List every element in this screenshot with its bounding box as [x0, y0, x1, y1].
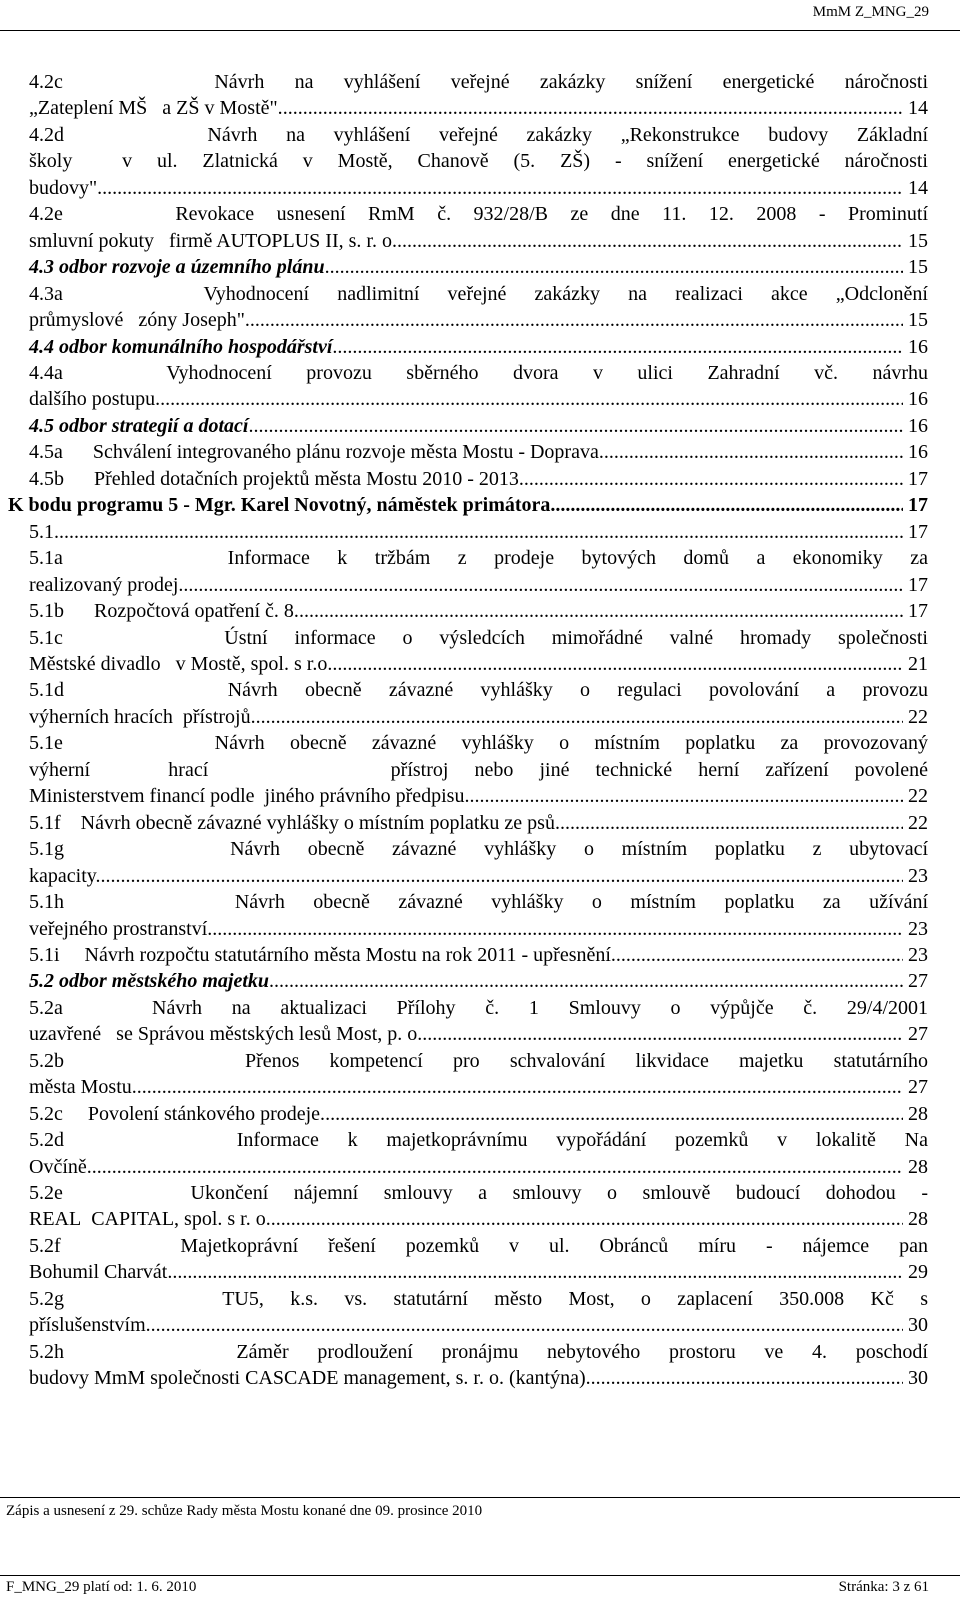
- toc-entry[interactable]: [29, 1127, 928, 1180]
- toc-dot-leader: [397, 228, 903, 254]
- toc-page-number: 22: [903, 705, 928, 728]
- toc-page-number: 30: [903, 1367, 928, 1390]
- toc-page-number: 14: [903, 97, 928, 120]
- toc-page-number: 15: [903, 256, 928, 279]
- toc-page-number: 17: [903, 494, 928, 517]
- toc-entry-line: 4.4a Vyhodnocení provozu sběrného dvora v ulici Zahradní vč. návrhu: [29, 361, 928, 384]
- toc-dot-leader: [102, 175, 903, 201]
- toc-entry-title: REAL CAPITAL, spol. s r. o.: [29, 1208, 271, 1231]
- toc-entry-line: školy v ul. Zlatnická v Mostě, Chanově (5. ZŠ) - snížení energetické náročnosti: [29, 150, 928, 173]
- toc-dot-leader: [519, 466, 903, 492]
- toc-entry[interactable]: [29, 281, 928, 334]
- toc-entry-title: 5.2c Povolení stánkového prodeje.: [29, 1102, 326, 1125]
- toc-page-number: 28: [903, 1208, 928, 1231]
- toc-entry-title: 5.1b Rozpočtová opatření č. 8.: [29, 600, 299, 623]
- footer-divider-bottom: [0, 1575, 960, 1576]
- footer-divider: [0, 1497, 960, 1498]
- toc-page-number: 30: [903, 1314, 928, 1337]
- toc-entry-title: dalšího postupu.: [29, 388, 161, 411]
- toc-entry-title: realizovaný prodej.: [29, 573, 184, 596]
- toc-entry-title: „Zateplení MŠ a ZŠ v Mostě".: [29, 97, 283, 120]
- toc-entry-title: 4.4 odbor komunálního hospodářství: [29, 335, 333, 358]
- toc-entry[interactable]: [29, 942, 928, 968]
- toc-entry[interactable]: [29, 730, 928, 809]
- toc-entry[interactable]: [29, 201, 928, 254]
- toc-page-number: 22: [903, 811, 928, 834]
- toc-entry-line: výherní hrací přístroj nebo jiné technické herní zařízení povolené: [29, 758, 928, 781]
- toc-entry-title: Bohumil Charvát.: [29, 1261, 173, 1284]
- footer-validity: F_MNG_29 platí od: 1. 6. 2010: [6, 1579, 197, 1595]
- toc-entry[interactable]: [29, 1101, 928, 1127]
- toc-page-number: 17: [903, 573, 928, 596]
- toc-page-number: 21: [903, 652, 928, 675]
- toc-entry[interactable]: [29, 413, 928, 439]
- toc-page-number: 28: [903, 1102, 928, 1125]
- toc-page-number: 23: [903, 864, 928, 887]
- toc-page-number: 23: [903, 917, 928, 940]
- footer-meeting-title: Zápis a usnesení z 29. schůze Rady města Mostu konané dne 09. prosince 2010: [6, 1503, 483, 1519]
- toc-entry-title: příslušenstvím: [29, 1314, 146, 1337]
- toc-entry-line: 5.1g Návrh obecně závazné vyhlášky o místním poplatku z ubytovací: [29, 838, 928, 861]
- footer-page-number: Stránka: 3 z 61: [838, 1579, 929, 1595]
- toc-page-number: 15: [903, 229, 928, 252]
- toc-dot-leader: [283, 95, 903, 121]
- toc-entry[interactable]: [29, 968, 928, 994]
- toc-page-number: 29: [903, 1261, 928, 1284]
- toc-dot-leader: [160, 386, 903, 412]
- toc-dot-leader: [248, 413, 903, 439]
- toc-dot-leader: [172, 1259, 903, 1285]
- toc-entry-title: 5.1f Návrh obecně závazné vyhlášky o místním poplatku ze psů.: [29, 811, 560, 834]
- toc-entry[interactable]: [29, 1233, 928, 1286]
- toc-entry-line: 5.2f Majetkoprávní řešení pozemků v ul. Obránců míru - nájemce pan: [29, 1234, 928, 1257]
- toc-entry-line: 5.1h Návrh obecně závazné vyhlášky o místním poplatku za užívání: [29, 891, 928, 914]
- toc-entry-line: 5.2e Ukončení nájemní smlouvy a smlouvy o smlouvě budoucí dohodou -: [29, 1182, 928, 1205]
- toc-dot-leader: [92, 1154, 903, 1180]
- toc-page-number: 22: [903, 785, 928, 808]
- toc-page-number: 27: [903, 1076, 928, 1099]
- toc-entry[interactable]: [29, 334, 928, 360]
- toc-dot-leader: [100, 863, 903, 889]
- toc-entry-title: 5.1i Návrh rozpočtu statutárního města Mostu na rok 2011 - upřesnění.: [29, 943, 616, 966]
- toc-entry[interactable]: [29, 1339, 928, 1392]
- toc-dot-leader: [560, 810, 903, 836]
- toc-entry[interactable]: [29, 545, 928, 598]
- toc-entry-title: 4.5 odbor strategií a dotací: [29, 414, 249, 437]
- toc-entry-title: 4.5b Přehled dotačních projektů města Mostu 2010 - 2013: [29, 467, 519, 490]
- toc-entry-title: Městské divadlo v Mostě, spol. s r.o.: [29, 652, 333, 675]
- toc-entry-line: 5.1c Ústní informace o výsledcích mimořádné valné hromady společnosti: [29, 626, 928, 649]
- toc-entry-title: veřejného prostranství.: [29, 917, 213, 940]
- toc-page-number: 17: [903, 520, 928, 543]
- toc-dot-leader: [250, 307, 903, 333]
- toc-page-number: 27: [903, 1023, 928, 1046]
- toc-entry-title: uzavřené se Správou městských lesů Most, p. o.: [29, 1023, 423, 1046]
- toc-entry-line: 5.2a Návrh na aktualizaci Přílohy č. 1 Smlouvy o výpůjče č. 29/4/2001: [29, 996, 928, 1019]
- header-divider: [0, 30, 960, 31]
- toc-entry-title: budovy".: [29, 176, 103, 199]
- toc-entry[interactable]: [29, 69, 928, 122]
- toc-entry[interactable]: [29, 1180, 928, 1233]
- toc-entry-title: 4.3 odbor rozvoje a územního plánu: [29, 256, 325, 279]
- document-code: MmM Z_MNG_29: [812, 4, 929, 20]
- toc-entry-line: 5.1d Návrh obecně závazné vyhlášky o regulaci povolování a provozu: [29, 679, 928, 702]
- toc-page-number: 16: [903, 441, 928, 464]
- toc-dot-leader: [616, 942, 903, 968]
- toc-entry-title: průmyslové zóny Joseph".: [29, 309, 250, 332]
- toc-entry-line: 5.2d Informace k majetkoprávnímu vypořádání pozemků v lokalitě Na: [29, 1129, 928, 1152]
- toc-page-number: 16: [903, 335, 928, 358]
- toc-entry[interactable]: [29, 995, 928, 1048]
- toc-entry-line: 4.2d Návrh na vyhlášení veřejné zakázky „Rekonstrukce budovy Základní: [29, 123, 928, 146]
- toc-dot-leader: [422, 1021, 903, 1047]
- toc-entry[interactable]: [29, 677, 928, 730]
- toc-dot-leader: [146, 1312, 903, 1338]
- toc-entry[interactable]: [29, 1286, 928, 1339]
- toc-entry-title: K bodu programu 5 - Mgr. Karel Novotný, náměstek primátora: [8, 494, 551, 517]
- toc-page-number: 14: [903, 176, 928, 199]
- toc-entry[interactable]: [29, 254, 928, 280]
- toc-page-number: 15: [903, 309, 928, 332]
- toc-dot-leader: [604, 439, 903, 465]
- toc-dot-leader: [325, 254, 903, 280]
- toc-dot-leader: [137, 1074, 903, 1100]
- toc-entry-title: 5.2 odbor městského majetku: [29, 970, 270, 993]
- toc-dot-leader: [325, 1101, 903, 1127]
- toc-entry-line: 5.1e Návrh obecně závazné vyhlášky o místním poplatku za provozovaný: [29, 732, 928, 755]
- toc-entry[interactable]: [29, 889, 928, 942]
- toc-dot-leader: [469, 783, 903, 809]
- toc-dot-leader: [183, 572, 903, 598]
- toc-entry-line: 4.3a Vyhodnocení nadlimitní veřejné zakázky na realizaci akce „Odclonění: [29, 282, 928, 305]
- toc-entry-title: kapacity.: [29, 864, 101, 887]
- toc-entry-line: 4.2c Návrh na vyhlášení veřejné zakázky snížení energetické náročnosti: [29, 71, 928, 93]
- toc-page-number: 28: [903, 1155, 928, 1178]
- toc-entry-title: města Mostu.: [29, 1076, 137, 1099]
- toc-entry-title: smluvní pokuty firmě AUTOPLUS II, s. r. o.: [29, 229, 397, 252]
- toc-entry[interactable]: [29, 122, 928, 201]
- toc-dot-leader: [299, 598, 903, 624]
- toc-dot-leader: [332, 651, 903, 677]
- toc-entry[interactable]: [29, 810, 928, 836]
- toc-entry-line: 5.2h Záměr prodloužení pronájmu nebytového prostoru ve 4. poschodí: [29, 1340, 928, 1363]
- table-of-contents: [8, 69, 928, 1392]
- toc-page-number: 27: [903, 970, 928, 993]
- toc-entry-line: 5.2g TU5, k.s. vs. statutární město Most, o zaplacení 350.008 Kč s: [29, 1287, 928, 1310]
- toc-entry-line: 5.1a Informace k tržbám z prodeje bytových domů a ekonomiky za: [29, 547, 928, 570]
- toc-dot-leader: [332, 334, 903, 360]
- toc-entry-title: 5.1: [29, 520, 54, 543]
- toc-dot-leader: [269, 968, 903, 994]
- toc-dot-leader: [54, 519, 903, 545]
- toc-page-number: 16: [903, 414, 928, 437]
- toc-dot-leader: [271, 1206, 903, 1232]
- toc-entry[interactable]: [29, 836, 928, 889]
- toc-entry-title: 4.5a Schválení integrovaného plánu rozvoje města Mostu - Doprava.: [29, 441, 604, 464]
- toc-entry-line: 5.2b Přenos kompetencí pro schvalování likvidace majetku statutárního: [29, 1049, 928, 1072]
- toc-dot-leader: [212, 916, 903, 942]
- toc-page-number: 17: [903, 600, 928, 623]
- toc-entry[interactable]: [29, 439, 928, 465]
- toc-entry[interactable]: [29, 625, 928, 678]
- toc-entry[interactable]: [29, 466, 928, 492]
- toc-entry[interactable]: [29, 519, 928, 545]
- toc-entry-line: 4.2e Revokace usnesení RmM č. 932/28/B ze dne 11. 12. 2008 - Prominutí: [29, 203, 928, 226]
- toc-page-number: 16: [903, 388, 928, 411]
- toc-entry-title: Ovčíně.: [29, 1155, 92, 1178]
- toc-entry[interactable]: [29, 598, 928, 624]
- toc-page-number: 17: [903, 467, 928, 490]
- toc-dot-leader: [550, 492, 903, 518]
- toc-entry-title: výherních hracích přístrojů: [29, 705, 251, 728]
- toc-entry-title: Ministerstvem financí podle jiného právního předpisu.: [29, 785, 470, 808]
- toc-entry[interactable]: [29, 360, 928, 413]
- toc-entry[interactable]: [8, 492, 928, 518]
- toc-dot-leader: [251, 704, 903, 730]
- toc-dot-leader: [591, 1365, 903, 1391]
- toc-entry-title: budovy MmM společnosti CASCADE management, s. r. o. (kantýna).: [29, 1367, 591, 1390]
- toc-page-number: 23: [903, 943, 928, 966]
- toc-entry[interactable]: [29, 1048, 928, 1101]
